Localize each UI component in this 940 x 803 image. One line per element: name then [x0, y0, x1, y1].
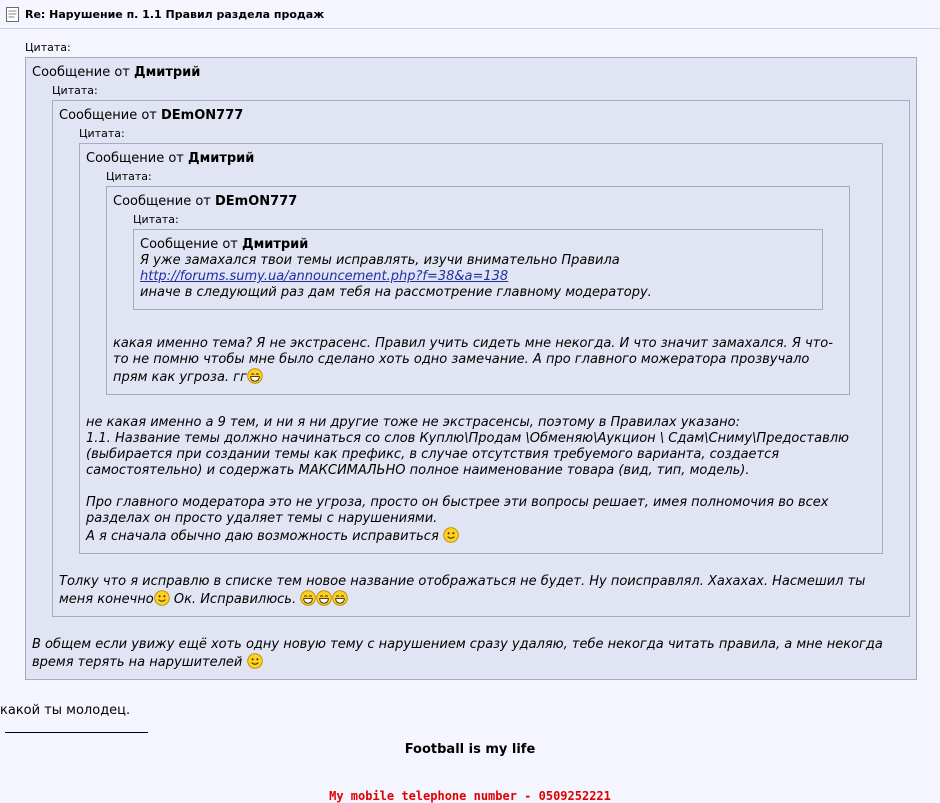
quote-text-line: В общем если увижу ещё хоть одну новую тему с нарушением сразу удаляю, тебе некогда читать правила, а мне некогда время терять на нарушителей	[32, 637, 883, 670]
quote-text	[59, 574, 903, 608]
quote-text-line: Толку что я исправлю в списке тем новое название отображаться не будет. Ну поисправлял. Хахахах. Насмешил ты меня конечно	[59, 574, 866, 607]
signature-divider	[5, 732, 148, 733]
quote-box-3	[79, 143, 883, 554]
quote-box-4	[106, 186, 850, 395]
post-body	[0, 29, 940, 803]
quote-author: DEmON777	[161, 108, 244, 123]
quote-wrapper-3	[59, 127, 903, 554]
reply-text: какой ты молодец.	[0, 703, 131, 718]
quote-wrapper-1	[6, 41, 934, 680]
quote-text-line: 1.1. Название темы должно начинаться со слов Куплю\Продам \Обменяю\Аукцион \ Сдам\Сниму\Предоставлю (выбирается при создании темы как префикс, в случае отсутствия требуемого варианта, создается самостоятельно) и содержать МАКСИМАЛЬНО полное наименование товара (вид, тип, модель).	[86, 431, 849, 478]
quote-from-label: Сообщение от	[32, 65, 130, 80]
quote-author: Дмитрий	[188, 151, 255, 166]
quote-wrapper-4	[86, 170, 876, 395]
quote-from-label: Сообщение от	[140, 237, 238, 252]
quote-box-1	[25, 57, 917, 680]
rules-link[interactable]: http://forums.sumy.ua/announcement.php?f=38&a=138	[140, 269, 509, 284]
quote-header	[140, 237, 816, 253]
quote-box-2	[52, 100, 910, 617]
quote-label: Цитата:	[79, 127, 125, 140]
quote-text-content: какая именно тема? Я не экстрасенс. Правил учить сидеть мне некогда. И что значит замахался. Я что-то не помню чтобы мне было сделано хоть одно замечание. А про главного можератора прозвучало прям как угроза. гг	[113, 336, 833, 385]
quote-from-label: Сообщение от	[113, 194, 211, 209]
grin-smiley-icon	[300, 590, 316, 606]
quote-text-line: А я сначала обычно даю возможность исправиться	[86, 529, 439, 544]
signature-line-1: Football is my life	[404, 742, 536, 757]
quote-header	[59, 108, 903, 124]
quote-text-line: не какая именно а 9 тем, и ни я ни другие тоже не экстрасенсы, поэтому в Правилах указано:	[86, 415, 740, 430]
quote-text	[140, 253, 816, 301]
grin-smiley-icon	[316, 590, 332, 606]
quote-text	[86, 415, 876, 545]
post-document-icon	[6, 7, 19, 22]
quote-label: Цитата:	[25, 41, 71, 54]
quote-from-label: Сообщение от	[86, 151, 184, 166]
quote-author: Дмитрий	[134, 65, 201, 80]
quote-wrapper-2	[32, 84, 910, 617]
quote-box-5	[133, 229, 823, 310]
quote-label: Цитата:	[52, 84, 98, 97]
quote-text	[32, 637, 910, 671]
quote-wrapper-5	[113, 213, 843, 310]
quote-label: Цитата:	[133, 213, 179, 226]
grin-smiley-icon	[247, 368, 263, 384]
smile-smiley-icon	[154, 590, 170, 606]
quote-text-line: Я уже замахался твои темы исправлять, изучи внимательно Правила	[140, 253, 620, 268]
quote-author: DEmON777	[215, 194, 298, 209]
smile-smiley-icon	[247, 653, 263, 669]
quote-text-line: Про главного модератора это не угроза, просто он быстрее эти вопросы решает, имея полномочия во всех разделах он просто удаляет темы с нарушениями.	[86, 495, 829, 526]
signature-line-2: My mobile telephone number - 0509252221	[329, 789, 611, 803]
quote-from-label: Сообщение от	[59, 108, 157, 123]
post-header	[0, 0, 940, 29]
quote-text-line: иначе в следующий раз дам тебя на рассмотрение главному модератору.	[140, 285, 652, 300]
quote-header	[86, 151, 876, 167]
grin-smiley-icon	[332, 590, 348, 606]
smile-smiley-icon	[443, 527, 459, 543]
quote-header	[113, 194, 843, 210]
quote-author: Дмитрий	[242, 237, 309, 252]
quote-label: Цитата:	[106, 170, 152, 183]
quote-text	[113, 336, 843, 386]
post-title: Re: Нарушение п. 1.1 Правил раздела продаж	[25, 7, 325, 21]
quote-text-line: Ок. Исправилюсь.	[173, 592, 297, 607]
quote-header	[32, 65, 910, 81]
